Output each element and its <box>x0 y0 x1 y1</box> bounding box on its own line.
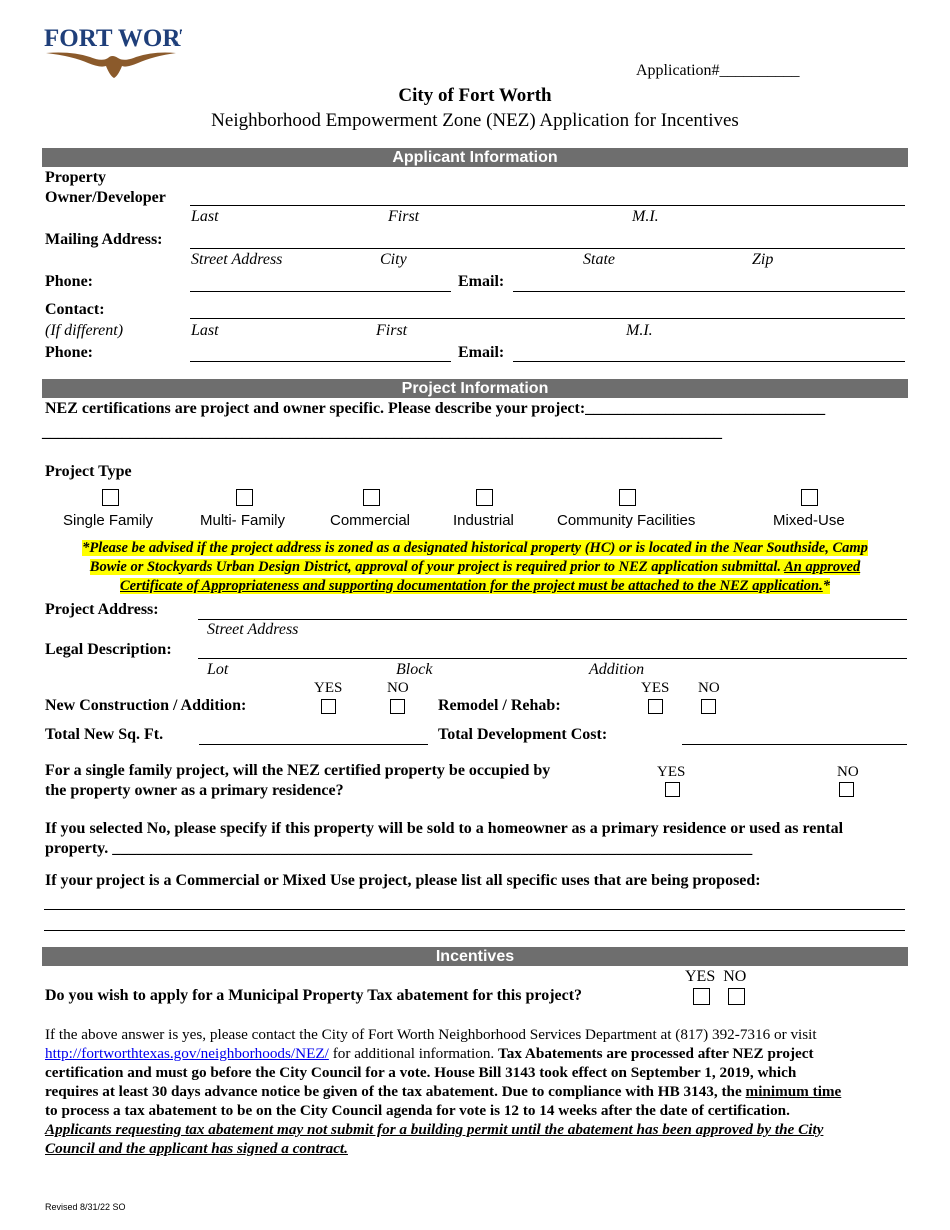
commercial-uses-field-2[interactable] <box>44 930 905 931</box>
commercial-label: Commercial <box>330 512 411 529</box>
multi-family-checkbox[interactable] <box>236 489 253 506</box>
owner-label <box>45 168 166 208</box>
email-label: Email: <box>458 273 505 290</box>
remodel-no-checkbox[interactable] <box>701 699 716 714</box>
incentives-p2a: for additional information. <box>328 1045 499 1062</box>
contact-first-caption: First <box>376 322 408 339</box>
contact-email-field[interactable] <box>513 361 905 362</box>
application-number: Application#__________ <box>636 62 800 79</box>
incentives-p7: Council and the applicant has signed a contract. <box>45 1140 348 1157</box>
mailing-zip-caption: Zip <box>752 251 774 268</box>
remodel-label: Remodel / Rehab: <box>438 697 561 714</box>
single-family-question-line1: For a single family project, will the NEZ certified property be occupied by <box>45 762 551 779</box>
contact-label: Contact: <box>45 301 105 318</box>
if-no-question[interactable] <box>45 819 843 859</box>
fort-worth-logo <box>42 20 182 82</box>
total-sqft-label: Total New Sq. Ft. <box>45 726 164 743</box>
email-field[interactable] <box>513 291 905 292</box>
total-cost-field[interactable] <box>682 744 907 745</box>
phone-field[interactable] <box>190 291 451 292</box>
if-no-line1: If you selected No, please specify if this property will be sold to a homeowner as a primary residence or used as rental <box>45 820 844 837</box>
total-sqft-field[interactable] <box>199 744 428 745</box>
project-description-prompt[interactable]: NEZ certifications are project and owner specific. Please describe your project:______________________________ <box>45 400 826 417</box>
commercial-checkbox[interactable] <box>363 489 380 506</box>
owner-label-line1: Property <box>45 169 107 186</box>
contact-phone-field[interactable] <box>190 361 451 362</box>
multi-family-label: Multi- Family <box>200 512 285 529</box>
mixed-use-checkbox[interactable] <box>801 489 818 506</box>
incentives-p3: certification and must go before the City Council for a vote. House Bill 3143 took effect on September 1, 2019, which <box>45 1064 797 1081</box>
incentives-paragraph <box>45 1025 915 1158</box>
new-construction-yes-checkbox[interactable] <box>321 699 336 714</box>
section-incentives: Incentives <box>42 947 908 966</box>
section-project-information: Project Information <box>42 379 908 398</box>
remodel-no-header: NO <box>698 680 720 696</box>
commercial-uses-field-1[interactable] <box>44 909 905 910</box>
tax-abatement-yes-no-header: YES NO <box>685 968 747 985</box>
notice-line2: Bowie or Stockyards Urban Design District, approval of your project is required prior to NEZ application submittal. <box>89 559 785 575</box>
owner-label-line2: Owner/Developer <box>45 189 166 206</box>
incentives-p4b: minimum time <box>745 1083 842 1100</box>
city-title: City of Fort Worth <box>398 85 552 106</box>
owner-mi-caption: M.I. <box>632 208 659 225</box>
remodel-yes-checkbox[interactable] <box>648 699 663 714</box>
lot-caption: Lot <box>207 661 229 678</box>
contact-last-caption: Last <box>191 322 219 339</box>
primary-residence-yes-checkbox[interactable] <box>665 782 680 797</box>
notice-line3-asterisk: * <box>822 578 830 594</box>
section-applicant-information: Applicant Information <box>42 148 908 167</box>
mailing-address-field[interactable] <box>190 248 905 249</box>
contact-phone-label: Phone: <box>45 344 93 361</box>
notice-line2-underlined: An approved <box>784 559 861 575</box>
industrial-label: Industrial <box>453 512 514 529</box>
nez-website-link[interactable]: http://fortworthtexas.gov/neighborhoods/NEZ/ <box>45 1045 329 1062</box>
if-no-line2: property. ________________________________________________________________________________ <box>45 840 753 857</box>
tax-abatement-yes-checkbox[interactable] <box>693 988 710 1005</box>
incentives-p6: Applicants requesting tax abatement may not submit for a building permit until the abatement has been approved by the City <box>45 1121 824 1138</box>
owner-name-field[interactable] <box>190 205 905 206</box>
owner-first-caption: First <box>388 208 420 225</box>
incentives-p4a: requires at least 30 days advance notice be given of the tax abatement. Due to compliance with HB 3143, the <box>45 1083 746 1100</box>
addition-caption: Addition <box>589 661 645 678</box>
single-family-question <box>45 761 550 801</box>
remodel-yes-header: YES <box>641 680 670 696</box>
owner-last-caption: Last <box>191 208 219 225</box>
block-caption: Block <box>396 661 433 678</box>
project-description-line2[interactable]: _____________________________________________________________________________________ <box>42 424 722 441</box>
project-address-label: Project Address: <box>45 601 159 618</box>
notice-line3: Certificate of Appropriateness and supporting documentation for the project must be attached to the NEZ application. <box>120 578 823 594</box>
notice-line1: *Please be advised if the project address is zoned as a designated historical property (HC) or is located in the Near Southside, Camp <box>82 540 868 556</box>
contact-email-label: Email: <box>458 344 505 361</box>
svg-text:FORT WORTH: FORT WOR <box>44 25 180 52</box>
svg-text:®: ® <box>173 41 179 48</box>
new-construction-no-header: NO <box>387 680 409 696</box>
single-family-label: Single Family <box>63 512 154 529</box>
primary-residence-no-checkbox[interactable] <box>839 782 854 797</box>
mailing-address-label: Mailing Address: <box>45 231 163 248</box>
new-construction-no-checkbox[interactable] <box>390 699 405 714</box>
commercial-uses-question: If your project is a Commercial or Mixed Use project, please list all specific uses that are being proposed: <box>45 872 761 889</box>
legal-description-field[interactable] <box>198 658 907 659</box>
contact-name-field[interactable] <box>190 318 905 319</box>
single-family-question-line2: the property owner as a primary residence? <box>45 782 344 799</box>
single-family-checkbox[interactable] <box>102 489 119 506</box>
new-construction-yes-header: YES <box>314 680 343 696</box>
phone-label: Phone: <box>45 273 93 290</box>
revision-note: Revised 8/31/22 SO <box>45 1202 126 1212</box>
project-type-label: Project Type <box>45 463 132 480</box>
community-facilities-checkbox[interactable] <box>619 489 636 506</box>
tax-abatement-no-checkbox[interactable] <box>728 988 745 1005</box>
industrial-checkbox[interactable] <box>476 489 493 506</box>
mixed-use-label: Mixed-Use <box>773 512 845 529</box>
legal-description-label: Legal Description: <box>45 641 172 658</box>
mailing-state-caption: State <box>583 251 615 268</box>
primary-residence-yes-header: YES <box>657 764 686 780</box>
community-facilities-label: Community Facilities <box>557 512 696 529</box>
contact-mi-caption: M.I. <box>626 322 653 339</box>
incentives-p2b: Tax Abatements are processed after NEZ project <box>498 1045 814 1062</box>
historic-notice <box>42 539 908 596</box>
total-cost-label: Total Development Cost: <box>438 726 608 743</box>
form-title: Neighborhood Empowerment Zone (NEZ) Application for Incentives <box>211 110 739 131</box>
tax-abatement-question: Do you wish to apply for a Municipal Property Tax abatement for this project? <box>45 987 583 1004</box>
incentives-p1: If the above answer is yes, please contact the City of Fort Worth Neighborhood Services Department at (817) 392-7316 or visit <box>45 1026 817 1043</box>
new-construction-label: New Construction / Addition: <box>45 697 247 714</box>
mailing-street-caption: Street Address <box>191 251 283 268</box>
if-different-caption: (If different) <box>45 322 124 339</box>
project-street-caption: Street Address <box>207 621 299 638</box>
mailing-city-caption: City <box>380 251 407 268</box>
primary-residence-no-header: NO <box>837 764 859 780</box>
incentives-p5: to process a tax abatement to be on the City Council agenda for vote is 12 to 14 weeks after the date of certification. <box>45 1102 790 1119</box>
project-address-field[interactable] <box>198 619 907 620</box>
